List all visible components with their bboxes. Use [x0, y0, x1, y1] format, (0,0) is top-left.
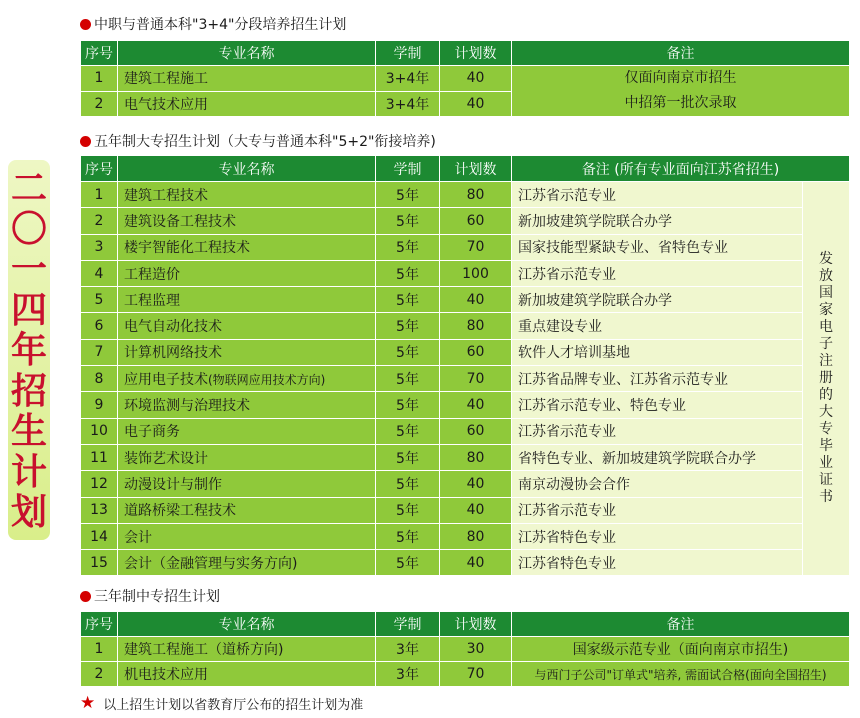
row-name: 建筑工程施工 [118, 66, 376, 92]
table-row [81, 287, 850, 313]
row-no: 10 [81, 418, 118, 444]
row-remark: 软件人才培训基地 [512, 339, 803, 365]
row-name: 电气技术应用 [118, 91, 376, 117]
row-name-sub: (物联网应用技术方向) [208, 372, 326, 387]
row-no: 3 [81, 234, 118, 260]
row-count: 80 [440, 444, 512, 470]
row-count: 80 [440, 523, 512, 549]
table-row [81, 637, 850, 662]
header-name: 专业名称 [118, 156, 376, 182]
row-remark [512, 66, 850, 117]
row-term: 3年 [376, 637, 440, 662]
remark-line: 仅面向南京市招生 [624, 70, 737, 86]
header-remark: 备注 [512, 41, 850, 66]
side-title-char: 一 [10, 248, 47, 290]
row-name [118, 444, 376, 470]
row-name: 建筑工程施工（道桥方向) [118, 637, 376, 662]
row-remark: 江苏省示范专业 [512, 418, 803, 444]
certificate-note-char: 电 [819, 319, 833, 336]
row-remark: 省特色专业、新加坡建筑学院联合办学 [512, 444, 803, 470]
row-count: 70 [440, 234, 512, 260]
table-row [81, 497, 850, 523]
certificate-note-char: 册 [819, 370, 833, 387]
table-row [81, 392, 850, 418]
table-row [81, 550, 850, 576]
side-title-char: 四 [10, 288, 47, 331]
side-title [8, 160, 50, 540]
certificate-note-char: 放 [819, 268, 833, 285]
row-name-text: 建筑设备工程技术 [124, 213, 236, 230]
row-name [118, 550, 376, 576]
row-count: 40 [440, 66, 512, 92]
row-no: 1 [81, 66, 118, 92]
red-dot-icon [80, 19, 91, 30]
row-count: 60 [440, 339, 512, 365]
row-term: 5年 [376, 366, 440, 392]
row-no: 7 [81, 339, 118, 365]
table-row [81, 662, 850, 687]
row-term: 3+4年 [376, 66, 440, 92]
row-no: 13 [81, 497, 118, 523]
side-title-char: 生 [10, 410, 47, 452]
row-name [118, 523, 376, 549]
header-term: 学制 [376, 41, 440, 66]
certificate-note-char: 国 [819, 285, 833, 302]
row-term: 5年 [376, 260, 440, 286]
row-name-text: 建筑工程技术 [124, 187, 208, 204]
row-name-text: 工程监理 [124, 292, 180, 309]
row-term: 5年 [376, 550, 440, 576]
footnote: ★ 以上招生计划以省教育厅公布的招生计划为准 [80, 693, 364, 713]
row-name: 机电技术应用 [118, 662, 376, 687]
header-name: 专业名称 [118, 41, 376, 66]
header-remark: 备注 (所有专业面向江苏省招生) [512, 156, 850, 182]
row-term: 5年 [376, 418, 440, 444]
row-no: 11 [81, 444, 118, 470]
header-count: 计划数 [440, 156, 512, 182]
table-row [81, 313, 850, 339]
row-no: 12 [81, 471, 118, 497]
row-name-text: 工程造价 [124, 266, 180, 283]
row-no: 2 [81, 208, 118, 234]
row-remark: 江苏省示范专业 [512, 182, 803, 208]
row-remark: 与西门子公司"订单式"培养, 需面试合格(面向全国招生) [512, 662, 850, 687]
table-row [81, 339, 850, 365]
table-row [81, 366, 850, 392]
red-dot-icon [80, 591, 91, 602]
row-no: 6 [81, 313, 118, 339]
row-term: 5年 [376, 497, 440, 523]
certificate-note-char: 书 [819, 489, 833, 506]
row-term: 5年 [376, 182, 440, 208]
row-name [118, 208, 376, 234]
section2-title: 五年制大专招生计划（大专与普通本科"5+2"衔接培养) [80, 131, 436, 151]
section3-table [80, 611, 850, 687]
row-count: 80 [440, 313, 512, 339]
row-count: 70 [440, 366, 512, 392]
table-row [81, 260, 850, 286]
row-name [118, 313, 376, 339]
row-remark: 重点建设专业 [512, 313, 803, 339]
row-count: 40 [440, 392, 512, 418]
row-name [118, 339, 376, 365]
header-no: 序号 [81, 41, 118, 66]
row-count: 80 [440, 182, 512, 208]
row-name-text: 会计 [124, 529, 152, 546]
certificate-note-char: 的 [819, 387, 833, 404]
row-no: 2 [81, 662, 118, 687]
row-name [118, 182, 376, 208]
certificate-note-char: 毕 [819, 438, 833, 455]
header-name: 专业名称 [118, 612, 376, 637]
certificate-note-char: 子 [819, 336, 833, 353]
row-no: 9 [81, 392, 118, 418]
side-title-char: 二 [10, 167, 47, 209]
red-dot-icon [80, 136, 91, 147]
row-name [118, 287, 376, 313]
certificate-note-char: 发 [819, 251, 833, 268]
table-row [81, 182, 850, 208]
remark-line: 中招第一批次录取 [624, 95, 737, 111]
certificate-note-char: 家 [819, 302, 833, 319]
row-remark: 国家级示范专业（面向南京市招生) [512, 637, 850, 662]
row-term: 5年 [376, 339, 440, 365]
row-remark: 新加坡建筑学院联合办学 [512, 208, 803, 234]
row-remark: 江苏省品牌专业、江苏省示范专业 [512, 366, 803, 392]
table-row [81, 523, 850, 549]
row-name-text: 楼宇智能化工程技术 [124, 240, 250, 257]
row-no: 15 [81, 550, 118, 576]
row-remark: 江苏省示范专业、特色专业 [512, 392, 803, 418]
section1-table [80, 40, 850, 117]
row-name [118, 260, 376, 286]
star-icon: ★ [80, 693, 96, 713]
section1-title: 中职与普通本科"3+4"分段培养招生计划 [80, 14, 346, 34]
row-term: 3+4年 [376, 91, 440, 117]
row-count: 60 [440, 208, 512, 234]
table-row [81, 444, 850, 470]
row-term: 5年 [376, 523, 440, 549]
row-term: 5年 [376, 471, 440, 497]
table-row [81, 208, 850, 234]
row-name-text: 环境监测与治理技术 [124, 398, 250, 415]
row-no: 8 [81, 366, 118, 392]
row-name-text: 道路桥梁工程技术 [124, 503, 236, 520]
certificate-note-char: 证 [819, 472, 833, 489]
row-name-text: 电子商务 [124, 424, 180, 441]
row-term: 5年 [376, 234, 440, 260]
row-no: 1 [81, 182, 118, 208]
table-row [81, 471, 850, 497]
row-no: 2 [81, 91, 118, 117]
section2-table [80, 155, 850, 576]
row-name [118, 366, 376, 392]
certificate-note-char: 业 [819, 455, 833, 472]
row-term: 5年 [376, 287, 440, 313]
row-term: 5年 [376, 208, 440, 234]
row-remark: 新加坡建筑学院联合办学 [512, 287, 803, 313]
certificate-note-char: 注 [819, 353, 833, 370]
row-term: 3年 [376, 662, 440, 687]
side-title-char: 招 [10, 369, 47, 412]
row-remark: 江苏省示范专业 [512, 260, 803, 286]
row-count: 40 [440, 91, 512, 117]
table-row [81, 418, 850, 444]
row-name [118, 497, 376, 523]
side-title-char: 〇 [10, 207, 47, 250]
header-count: 计划数 [440, 612, 512, 637]
row-name-text: 动漫设计与制作 [124, 476, 222, 493]
row-count: 40 [440, 550, 512, 576]
table-row [81, 66, 850, 92]
row-no: 4 [81, 260, 118, 286]
header-term: 学制 [376, 612, 440, 637]
row-term: 5年 [376, 313, 440, 339]
header-no: 序号 [81, 612, 118, 637]
section3-title: 三年制中专招生计划 [80, 586, 220, 606]
header-no: 序号 [81, 156, 118, 182]
row-remark: 江苏省特色专业 [512, 523, 803, 549]
header-term: 学制 [376, 156, 440, 182]
header-count: 计划数 [440, 41, 512, 66]
row-name-text: 会计（金融管理与实务方向) [124, 555, 298, 572]
row-name [118, 392, 376, 418]
row-term: 5年 [376, 444, 440, 470]
row-term: 5年 [376, 392, 440, 418]
row-remark: 南京动漫协会合作 [512, 471, 803, 497]
side-title-char: 计 [10, 450, 47, 493]
row-name-text: 计算机网络技术 [124, 345, 222, 362]
row-name-text: 装饰艺术设计 [124, 450, 208, 467]
certificate-note-char: 专 [819, 421, 833, 438]
row-name [118, 418, 376, 444]
row-name-text: 应用电子技术 [124, 371, 208, 388]
table-row [81, 234, 850, 260]
row-remark: 江苏省示范专业 [512, 497, 803, 523]
row-count: 100 [440, 260, 512, 286]
row-count: 60 [440, 418, 512, 444]
row-remark: 国家技能型紧缺专业、省特色专业 [512, 234, 803, 260]
row-no: 1 [81, 637, 118, 662]
row-count: 40 [440, 471, 512, 497]
row-remark: 江苏省特色专业 [512, 550, 803, 576]
certificate-note [803, 182, 850, 576]
row-no: 14 [81, 523, 118, 549]
row-name [118, 234, 376, 260]
header-remark: 备注 [512, 612, 850, 637]
side-title-char: 年 [10, 329, 47, 371]
row-count: 70 [440, 662, 512, 687]
row-name [118, 471, 376, 497]
row-name-text: 电气自动化技术 [124, 319, 222, 336]
row-count: 40 [440, 497, 512, 523]
certificate-note-char: 大 [819, 404, 833, 421]
row-no: 5 [81, 287, 118, 313]
row-count: 40 [440, 287, 512, 313]
row-count: 30 [440, 637, 512, 662]
side-title-char: 划 [10, 491, 47, 533]
